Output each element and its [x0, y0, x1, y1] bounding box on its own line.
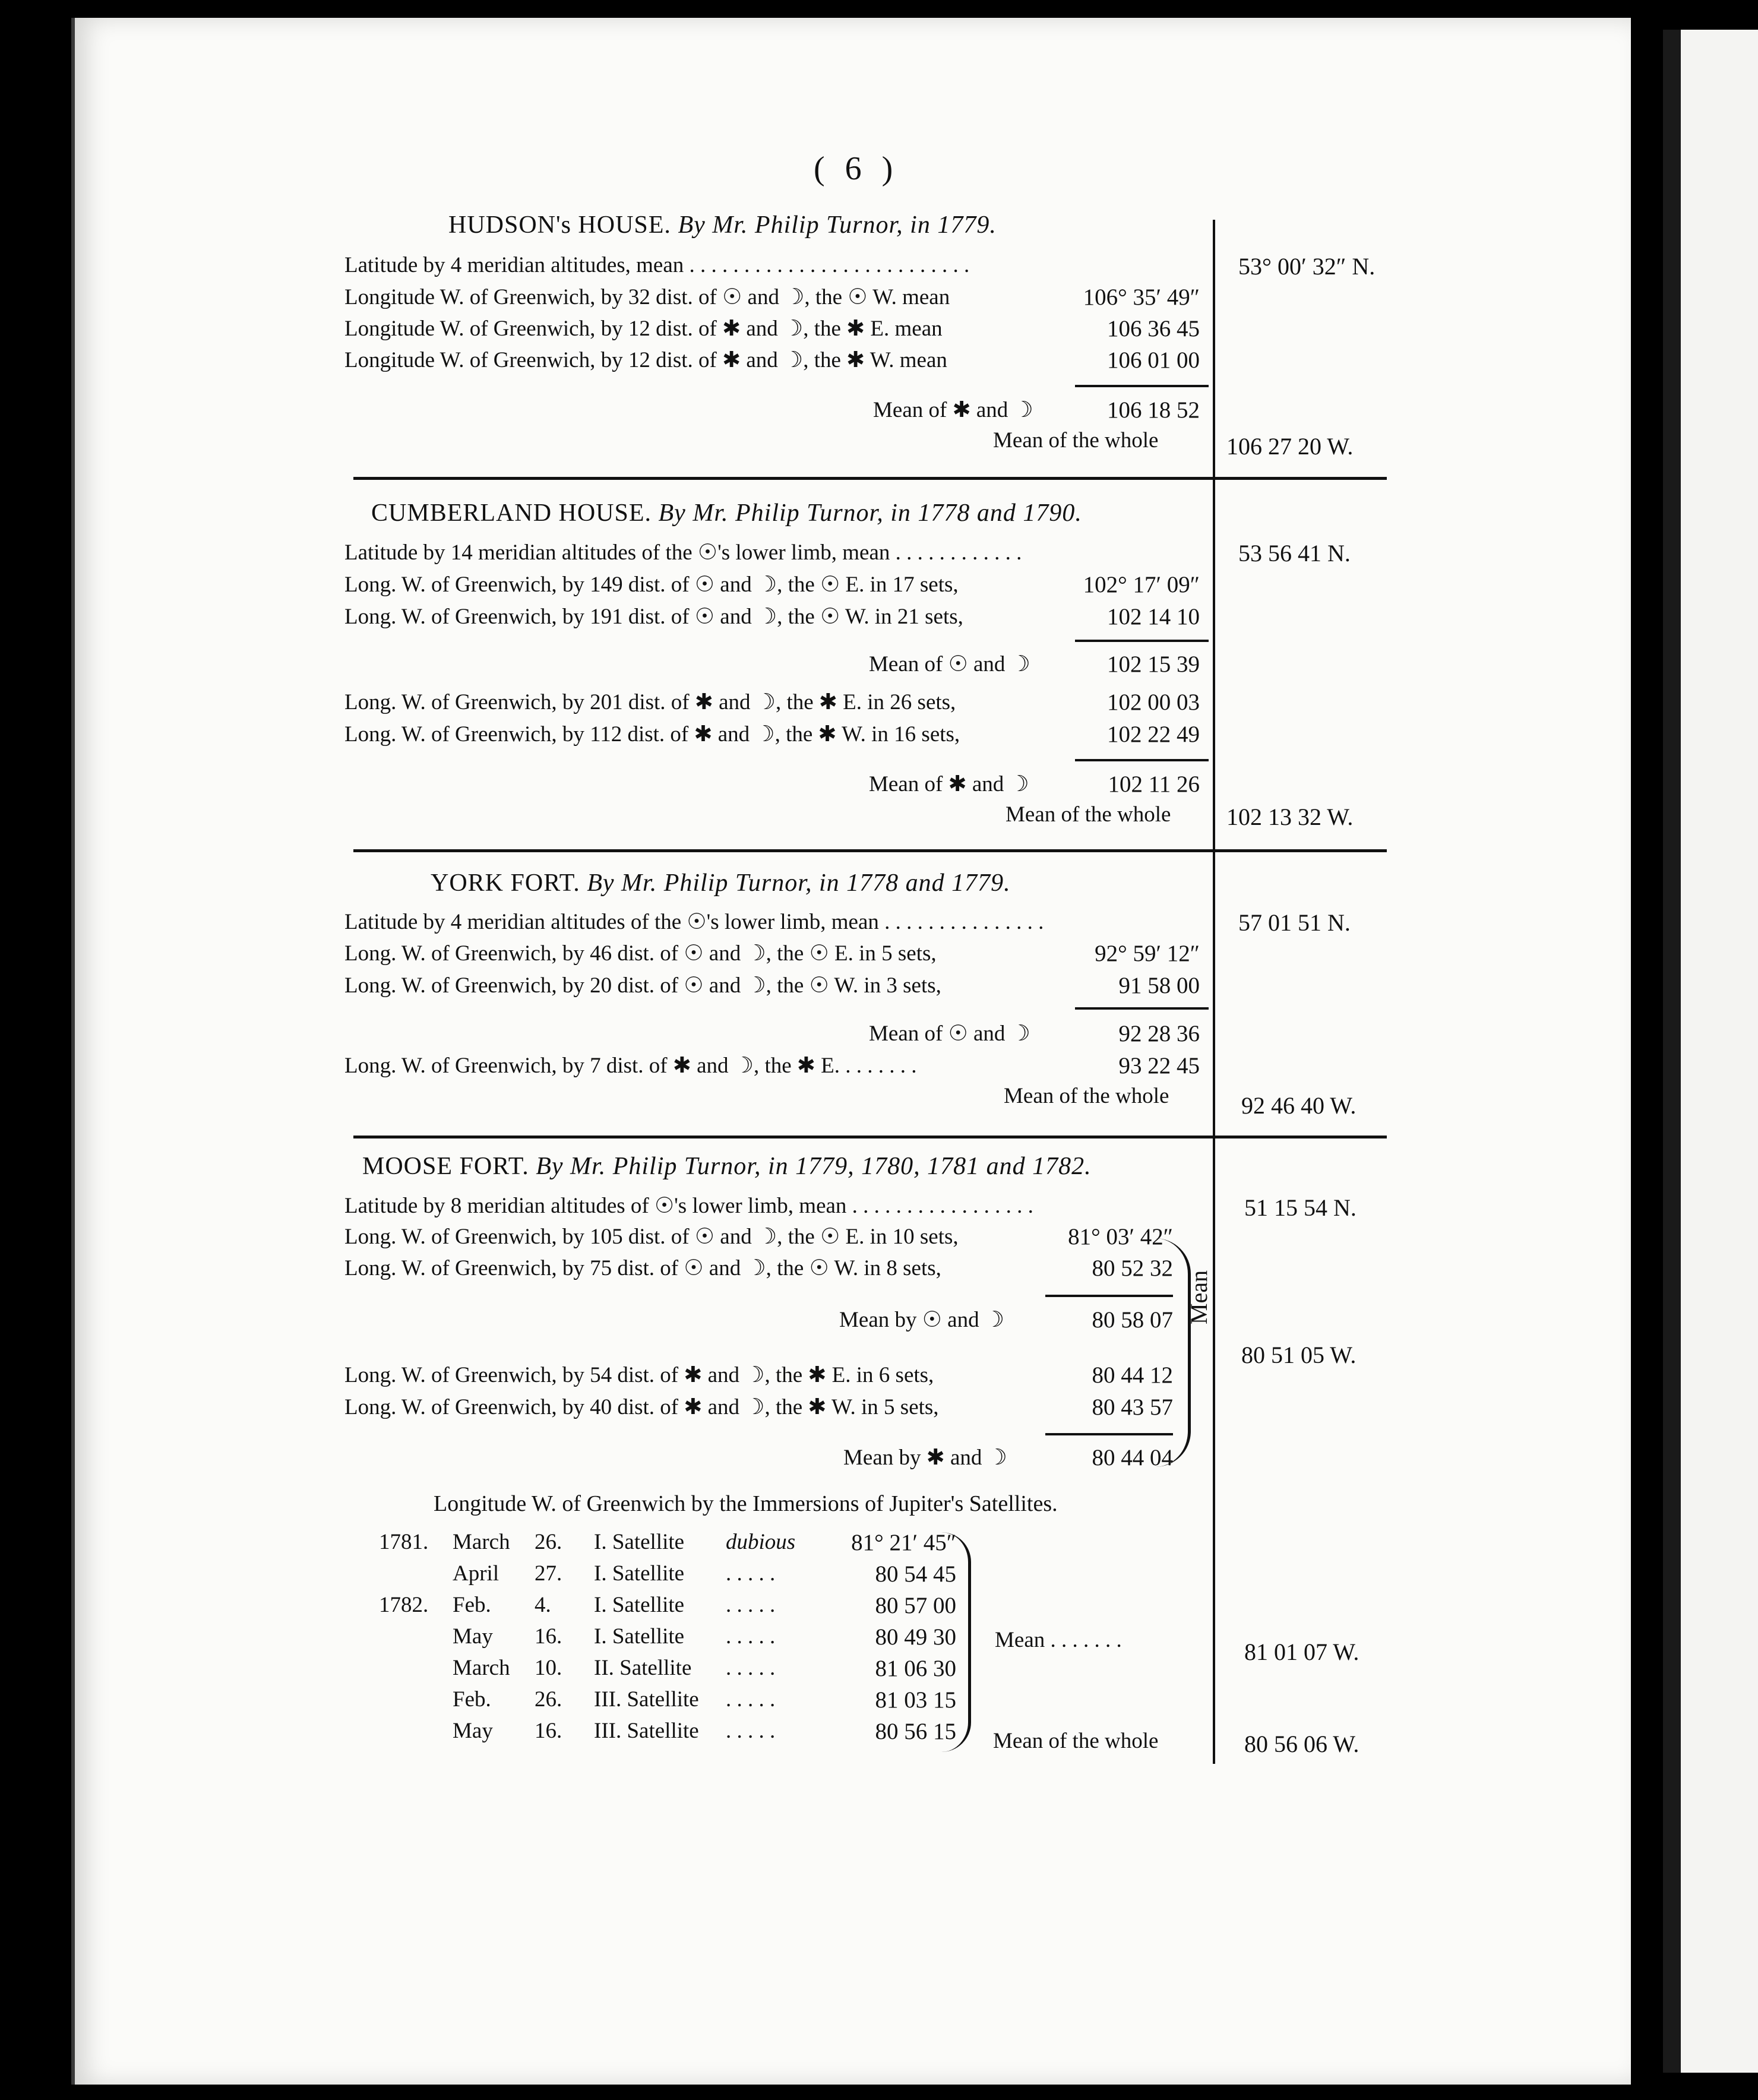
jupiter-heading: Longitude W. of Greenwich by the Immersions of Jupiter's Satellites.	[434, 1491, 1058, 1516]
jupiter-year: 1782.	[379, 1593, 429, 1617]
hudson-mean-star-value: 106 18 52	[1107, 397, 1200, 423]
hudson-mean-star-label: Mean of ✱ and ☽	[873, 398, 1033, 422]
hudson-whole-label: Mean of the whole	[993, 428, 1159, 453]
moose-sun-row: Long. W. of Greenwich, by 105 dist. of ☉ and ☽, the ☉ E. in 10 sets,	[344, 1225, 959, 1249]
jupiter-value: 80 57 00	[875, 1593, 956, 1618]
moose-sun-value: 81° 03′ 42″	[1068, 1224, 1173, 1250]
moose-mean-side-label: Mean	[1185, 1270, 1212, 1324]
cumberland-longitude-result: 102 13 32 W.	[1226, 804, 1354, 830]
hudson-long-row: Longitude W. of Greenwich, by 12 dist. of ✱ and ☽, the ✱ W. mean	[344, 348, 947, 372]
jupiter-day: 16.	[535, 1719, 562, 1743]
cumberland-latitude-result: 53 56 41 N.	[1238, 540, 1351, 567]
hudson-long-value: 106° 35′ 49″	[1083, 284, 1200, 310]
york-longitude-result: 92 46 40 W.	[1241, 1092, 1357, 1119]
jupiter-mean-label: Mean . . . . . . .	[995, 1628, 1122, 1652]
york-latitude-row: Latitude by 4 meridian altitudes of the ☉'s lower limb, mean . . . . . . . . . . . . . . .	[344, 910, 1044, 934]
jupiter-month: May	[453, 1719, 493, 1743]
jupiter-day: 26.	[535, 1687, 562, 1712]
york-mean-sun-value: 92 28 36	[1118, 1021, 1200, 1046]
moose-star-row: Long. W. of Greenwich, by 54 dist. of ✱ and ☽, the ✱ E. in 6 sets,	[344, 1363, 934, 1387]
cumberland-mean-star-value: 102 11 26	[1108, 771, 1200, 797]
york-title: YORK FORT. By Mr. Philip Turnor, in 1778 and 1779.	[431, 869, 1011, 897]
moose-mean-star-value: 80 44 04	[1092, 1445, 1173, 1470]
moose-star-row: Long. W. of Greenwich, by 40 dist. of ✱ and ☽, the ✱ W. in 5 sets,	[344, 1395, 939, 1419]
cumberland-star-row: Long. W. of Greenwich, by 201 dist. of ✱ and ☽, the ✱ E. in 26 sets,	[344, 690, 956, 714]
hudson-latitude-row: Latitude by 4 meridian altitudes, mean . . . . . . . . . . . . . . . . . . . . . . . . . .	[344, 253, 970, 277]
sum-rule	[1045, 1295, 1173, 1297]
sum-rule	[1075, 640, 1209, 642]
york-whole-label: Mean of the whole	[1004, 1084, 1169, 1108]
jupiter-day: 16.	[535, 1624, 562, 1649]
jupiter-day: 27.	[535, 1561, 562, 1586]
jupiter-day: 4.	[535, 1593, 551, 1617]
jupiter-satellite: II. Satellite	[594, 1656, 692, 1680]
cumberland-mean-sun-label: Mean of ☉ and ☽	[869, 652, 1030, 676]
sum-rule	[1075, 759, 1209, 761]
hudson-long-row: Longitude W. of Greenwich, by 12 dist. of ✱ and ☽, the ✱ E. mean	[344, 317, 943, 341]
section-divider	[353, 849, 1387, 852]
hudson-long-row: Longitude W. of Greenwich, by 32 dist. of ☉ and ☽, the ☉ W. mean	[344, 285, 950, 309]
jupiter-note: . . . . .	[726, 1656, 776, 1680]
jupiter-note: . . . . .	[726, 1719, 776, 1743]
jupiter-month: Feb.	[453, 1593, 491, 1617]
jupiter-satellite: III. Satellite	[594, 1687, 699, 1712]
cumberland-star-value: 102 22 49	[1107, 722, 1200, 747]
jupiter-satellite: I. Satellite	[594, 1624, 685, 1649]
jupiter-satellite: I. Satellite	[594, 1593, 685, 1617]
hudson-title: HUDSON's HOUSE. By Mr. Philip Turnor, in 1779.	[448, 211, 997, 239]
cumberland-title: CUMBERLAND HOUSE. By Mr. Philip Turnor, in 1778 and 1790.	[371, 499, 1082, 527]
page-number: ( 6 )	[814, 150, 899, 187]
york-star-row: Long. W. of Greenwich, by 7 dist. of ✱ and ☽, the ✱ E. . . . . . . .	[344, 1054, 917, 1078]
moose-sun-value: 80 52 32	[1092, 1255, 1173, 1281]
result-column-divider	[1213, 220, 1215, 1764]
moose-latitude-result: 51 15 54 N.	[1244, 1194, 1357, 1221]
jupiter-value: 80 56 15	[875, 1719, 956, 1744]
jupiter-value: 80 49 30	[875, 1624, 956, 1650]
moose-star-value: 80 43 57	[1092, 1394, 1173, 1420]
jupiter-month: Feb.	[453, 1687, 491, 1712]
cumberland-latitude-row: Latitude by 14 meridian altitudes of the ☉'s lower limb, mean . . . . . . . . . . . .	[344, 540, 1022, 565]
moose-mean-sun-label: Mean by ☉ and ☽	[839, 1308, 1005, 1332]
hudson-latitude-result: 53° 00′ 32″ N.	[1238, 253, 1376, 280]
adjacent-page-edge	[1663, 30, 1758, 2073]
cumberland-mean-star-label: Mean of ✱ and ☽	[869, 772, 1029, 796]
moose-mean-sun-value: 80 58 07	[1092, 1307, 1173, 1333]
cumberland-sun-value: 102° 17′ 09″	[1083, 572, 1200, 597]
moose-longitude-result: 80 51 05 W.	[1241, 1342, 1357, 1368]
jupiter-month: May	[453, 1624, 493, 1649]
jupiter-note: . . . . .	[726, 1593, 776, 1617]
moose-sun-row: Long. W. of Greenwich, by 75 dist. of ☉ and ☽, the ☉ W. in 8 sets,	[344, 1256, 941, 1280]
moose-whole-label: Mean of the whole	[993, 1729, 1159, 1753]
cumberland-whole-label: Mean of the whole	[1006, 802, 1171, 827]
jupiter-mean-result: 81 01 07 W.	[1244, 1639, 1359, 1665]
moose-star-value: 80 44 12	[1092, 1362, 1173, 1388]
hudson-long-value: 106 36 45	[1107, 316, 1200, 341]
jupiter-day: 26.	[535, 1530, 562, 1554]
cumberland-sun-row: Long. W. of Greenwich, by 191 dist. of ☉ and ☽, the ☉ W. in 21 sets,	[344, 605, 963, 629]
moose-mean-star-label: Mean by ✱ and ☽	[843, 1446, 1007, 1470]
jupiter-month: March	[453, 1530, 510, 1554]
moose-whole-result: 80 56 06 W.	[1244, 1731, 1359, 1757]
jupiter-brace	[941, 1532, 971, 1752]
hudson-longitude-result: 106 27 20 W.	[1226, 433, 1354, 460]
moose-title: MOOSE FORT. By Mr. Philip Turnor, in 1779, 1780, 1781 and 1782.	[362, 1153, 1092, 1180]
cumberland-mean-sun-value: 102 15 39	[1107, 651, 1200, 677]
section-divider	[353, 1136, 1387, 1138]
jupiter-note: dubious	[726, 1530, 796, 1554]
jupiter-note: . . . . .	[726, 1561, 776, 1586]
york-sun-value: 92° 59′ 12″	[1095, 941, 1200, 966]
cumberland-star-row: Long. W. of Greenwich, by 112 dist. of ✱ and ☽, the ✱ W. in 16 sets,	[344, 722, 960, 747]
cumberland-sun-value: 102 14 10	[1107, 604, 1200, 630]
jupiter-satellite: I. Satellite	[594, 1530, 685, 1554]
york-sun-row: Long. W. of Greenwich, by 46 dist. of ☉ and ☽, the ☉ E. in 5 sets,	[344, 941, 937, 966]
jupiter-value: 81 06 30	[875, 1656, 956, 1681]
york-mean-sun-label: Mean of ☉ and ☽	[869, 1021, 1030, 1046]
jupiter-month: March	[453, 1656, 510, 1680]
cumberland-sun-row: Long. W. of Greenwich, by 149 dist. of ☉ and ☽, the ☉ E. in 17 sets,	[344, 573, 959, 597]
york-sun-value: 91 58 00	[1118, 973, 1200, 998]
jupiter-note: . . . . .	[726, 1687, 776, 1712]
hudson-long-value: 106 01 00	[1107, 347, 1200, 373]
york-sun-row: Long. W. of Greenwich, by 20 dist. of ☉ and ☽, the ☉ W. in 3 sets,	[344, 973, 941, 998]
jupiter-value: 80 54 45	[875, 1561, 956, 1587]
jupiter-year: 1781.	[379, 1530, 429, 1554]
section-divider	[353, 477, 1387, 480]
jupiter-satellite: I. Satellite	[594, 1561, 685, 1586]
jupiter-value: 81 03 15	[875, 1687, 956, 1713]
jupiter-value: 81° 21′ 45″	[851, 1530, 956, 1555]
sum-rule	[1075, 1007, 1209, 1010]
jupiter-satellite: III. Satellite	[594, 1719, 699, 1743]
jupiter-day: 10.	[535, 1656, 562, 1680]
york-latitude-result: 57 01 51 N.	[1238, 909, 1351, 936]
moose-latitude-row: Latitude by 8 meridian altitudes of ☉'s lower limb, mean . . . . . . . . . . . . . . . . .	[344, 1194, 1033, 1218]
sum-rule	[1075, 385, 1209, 387]
sum-rule	[1045, 1433, 1173, 1435]
jupiter-month: April	[453, 1561, 499, 1586]
york-star-value: 93 22 45	[1118, 1053, 1200, 1079]
jupiter-note: . . . . .	[726, 1624, 776, 1649]
cumberland-star-value: 102 00 03	[1107, 690, 1200, 715]
